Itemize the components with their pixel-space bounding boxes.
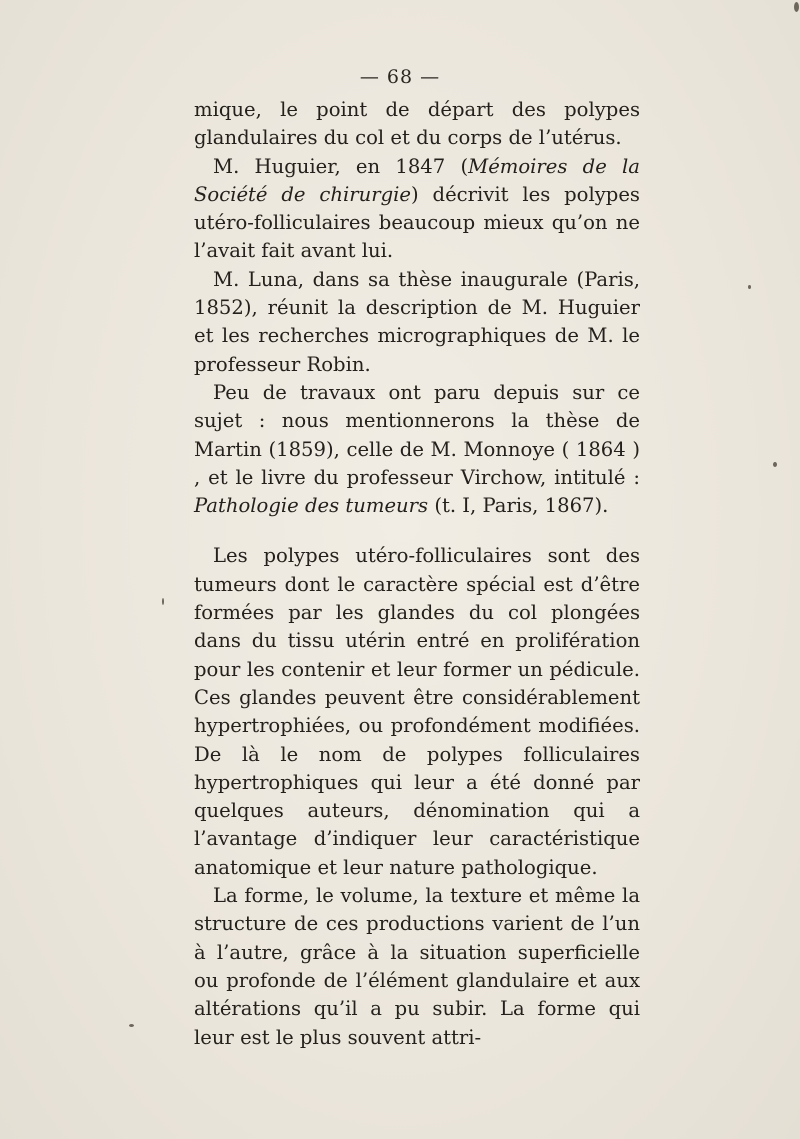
paper-speck	[794, 2, 799, 12]
page-number: — 68 —	[359, 66, 441, 88]
paper-speck	[162, 598, 164, 605]
section-gap	[194, 520, 640, 542]
paragraph-huguier-text-end: ) décrivit les polypes utéro-folliculaires beaucoup mieux qu’on ne l’avait fait avant lui.	[194, 182, 640, 263]
paragraph-forme: La forme, le volume, la texture et même la structure de ces productions varient de l’un à l’autre, grâce à la situation superficielle ou profonde de l’élément glandulaire et aux altérations qu’il a pu subir. La forme qui leur est le plus souvent attri-	[194, 884, 640, 1049]
paragraph-continuation: mique, le point de départ des polypes glandulaires du col et du corps de l’utérus.	[194, 98, 640, 150]
paragraph-luna: M. Luna, dans sa thèse inaugurale (Paris, 1852), réunit la description de M. Huguier et les recherches micrographiques de M. le professeur Robin.	[194, 267, 640, 376]
paragraph-travaux	[194, 379, 640, 520]
paragraph-definition: Les polypes utéro-folliculaires sont des tumeurs dont le caractère spécial est d’être formées par les glandes du col plongées dans du tissu utérin entré en prolifération pour les contenir et leur former un pédicule. Ces glandes peuvent être considérablement hypertrophiées, ou profondément modifiées. De là le nom de polypes folliculaires hypertrophiques qui leur a été donné par quelques auteurs, dénomination qui a l’avantage d’indiquer leur caractéristique anatomique et leur nature pathologique.	[194, 544, 640, 879]
citation-memoires: Mémoires de la Société de chirurgie	[194, 154, 640, 206]
paper-speck	[773, 462, 777, 467]
paragraph-travaux-text-end: (t. I, Paris, 1867).	[428, 494, 609, 518]
paper-speck	[129, 1024, 134, 1027]
body-text	[194, 96, 640, 1052]
paper-speck	[748, 285, 751, 289]
citation-pathologie: Pathologie des tumeurs	[194, 494, 429, 518]
paragraph-travaux-text-start: Peu de travaux ont paru depuis sur ce sujet : nous mentionnerons la thèse de Martin (1859), celle de M. Monnoye ( 1864 ) , et le livre du professeur Virchow, intitulé :	[194, 380, 640, 489]
paragraph-huguier-text-start: M. Huguier, en 1847 (	[213, 154, 469, 178]
paragraph-huguier	[194, 153, 640, 266]
